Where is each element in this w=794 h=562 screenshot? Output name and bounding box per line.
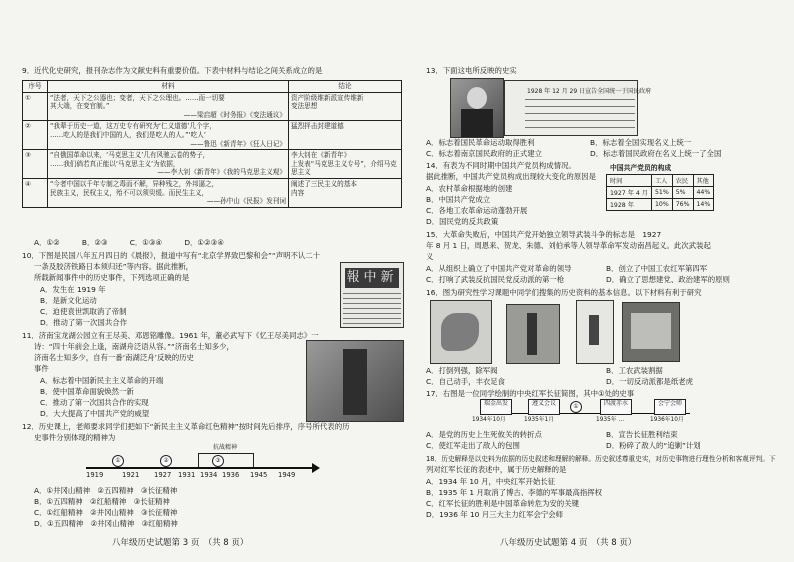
q9-row-conclusion	[289, 92, 402, 121]
q9-row-conclusion-line: 猛烈抨击封建道德	[291, 122, 344, 131]
table-row	[607, 199, 714, 211]
q9-row-material	[48, 150, 289, 179]
timeline-label: 抗战精神	[212, 444, 237, 451]
q9-row-material-line: ……吃人的是我们中国的人，我们是吃人的人。”‘吃人’	[50, 130, 206, 139]
q9-row-conclusion-line: 变法思想	[291, 102, 318, 111]
q9-table	[22, 80, 402, 208]
stat-table	[606, 174, 714, 211]
q12-option: C．①红船精神 ②井冈山精神 ③长征精神	[34, 508, 178, 517]
q9-row-material	[48, 121, 289, 150]
q14-option: B．中国共产党成立	[426, 195, 491, 204]
route-date: 1936年10月	[650, 417, 684, 423]
newspaper-image	[340, 262, 404, 328]
q14-option: C．各地工农革命运动蓬勃开展	[426, 206, 528, 215]
q9-row-material-line: “法者，天下之公器也；变者，天下之公理也。……而一切要	[50, 93, 225, 102]
q10-stem-line: 10．下图是民国八年五月四日的《晨报》，报道中写有“北京学界致巴黎和会”“声明不认二十	[22, 251, 321, 260]
stat-cell: 10%	[651, 199, 672, 211]
q18-option: B．1935 年 1 月取消了博古、李德的军事最高指挥权	[426, 488, 603, 497]
document-image	[506, 304, 560, 364]
timeline-year: 1945	[250, 471, 268, 479]
q9-row-material-line: “自俄国革命以来，‘马克思主义’几有风驰云卷的势子，	[50, 151, 210, 160]
q10-option: B．是新文化运动	[40, 296, 97, 305]
q11-option: C．推动了第一次国共合作的实现	[40, 398, 149, 407]
q11-stem-line: 11．济南宝龙湖公园立有王尽美、邓恩铭雕像。1961 年，董必武写下《忆王尽美同志》一	[22, 331, 319, 340]
q9-row-material-line: “今者中国以千年专制之毒而不解，异种残之，外邦逼之，	[50, 179, 219, 188]
q12-stem-line: 12．历史课上，老师要求同学们把如下“新民主主义革命红色精神”按时间先后排序，序号所代表的历	[22, 422, 350, 431]
stat-cell: 1928 年	[607, 199, 652, 211]
timeline-year: 1934	[200, 471, 218, 479]
statue-photo	[306, 340, 404, 422]
q9-row-conclusion-line: 资产阶级维新派宣传维新	[291, 93, 364, 102]
q11-stem-line: 济南名士知多少，自有一番‘南湖泛舟’反映的历史	[34, 353, 194, 362]
route-date: 1935年1月	[524, 417, 555, 423]
table-row	[23, 178, 402, 207]
q11-stem-line: 诗：“四十年前会上逢，南湖舟泛语从容。”“济南名士知多少，	[34, 342, 234, 351]
timeline-marker: ③	[212, 455, 224, 467]
q15-option: A．从组织上确立了中国共产党对革命的领导	[426, 264, 572, 273]
q15-option: C．打响了武装反抗国民党反动派的第一枪	[426, 275, 565, 284]
q10-stem-line: 一条及胶济铁路日本须归还”等内容。据此推断，	[34, 262, 194, 271]
stat-cell: 76%	[672, 199, 693, 211]
q13-option: A．标志着国民革命运动取得胜利	[426, 138, 535, 147]
q9-row-no: ①	[23, 92, 48, 121]
q9-row-no: ③	[23, 150, 48, 179]
route-box: 四渡赤水	[600, 399, 632, 415]
stat-cell: 其他	[693, 175, 714, 187]
q16-option: B．工农武装割据	[606, 366, 663, 375]
q15-stem-line: 15．大革命失败后，中国共产党开始独立领导武装斗争的标志是 1927	[426, 230, 662, 239]
q15-stem-line: 年 8 月 1 日，周恩来、贺龙、朱德、刘伯承等人领导革命军发动南昌起义。此次武装起	[426, 241, 711, 250]
table-row	[607, 175, 714, 187]
q14-option: D．国民党的反共政策	[426, 217, 499, 226]
newspaper-masthead: 報中新	[345, 268, 399, 288]
q9-row-material-line: 其大端，在变官制。”	[50, 102, 110, 111]
q14-option: A．农村革命根据地的创建	[426, 184, 513, 193]
timeline-arrow-icon	[312, 463, 320, 473]
stat-cell: 51%	[651, 187, 672, 199]
timeline-year: 1921	[122, 471, 140, 479]
poster-image	[622, 302, 680, 362]
q9-row-conclusion-line: 内容	[291, 188, 305, 197]
stat-cell: 14%	[693, 199, 714, 211]
q17-option: D．粉碎了敌人的“追剿”计划	[606, 441, 701, 450]
route-marker: ①	[570, 401, 582, 413]
q16-option: A．打倒列强，除军阀	[426, 366, 498, 375]
timeline-year: 1927	[154, 471, 172, 479]
timeline-axis	[86, 467, 314, 469]
q9-row-material	[48, 178, 289, 207]
q18-stem-line: 列对红军长征的表述中，属于历史解释的是	[426, 465, 567, 474]
q18-option: A．1934 年 10 月，中央红军开始长征	[426, 477, 556, 486]
q9-row-material-line: “我辈于历史一道，这万史专有研究为‘仁义道德’几个字，	[50, 122, 216, 131]
q13-option: C．标志着南京国民政府的正式建立	[426, 149, 543, 158]
q15-stem-line: 义	[426, 252, 434, 261]
q11-stem-line: 事件	[34, 364, 49, 373]
q10-option: D．推动了第一次国共合作	[40, 318, 127, 327]
table-row	[607, 187, 714, 199]
q9-row-conclusion	[289, 150, 402, 179]
route-date: 1935年 …	[596, 417, 625, 423]
q13-stem: 13．下面这电所反映的史实	[426, 66, 517, 75]
q11-option: A．标志着中国新民主主义革命的开端	[40, 376, 164, 385]
q9-header-row	[23, 81, 402, 93]
q9-row-conclusion	[289, 178, 402, 207]
table-row	[23, 121, 402, 150]
q12-option: A．①井冈山精神 ②五四精神 ③长征精神	[34, 486, 178, 495]
page-footer: 八年级历史试题第 3 页 （共 8 页）	[112, 538, 249, 548]
telegram-text: 1928 年 12 月 29 日宣告全国统一于国民政府	[527, 88, 652, 95]
q13-option: B．标志着全国实现名义上统一	[590, 138, 692, 147]
timeline-marker: ①	[112, 455, 124, 467]
stat-cell: 1927 年 4 月	[607, 187, 652, 199]
q9-row-material	[48, 92, 289, 121]
portrait-photo	[450, 78, 504, 138]
right-page	[410, 0, 794, 562]
q18-option: C．红军长征的胜利是中国革命转危为安的关键	[426, 499, 579, 508]
route-date: 1934年10月	[472, 417, 506, 423]
q17-stem: 17．右图是一位同学绘制的中央红军长征简图，其中①处的史事	[426, 389, 635, 398]
table-row	[23, 92, 402, 121]
route-box: 瑞金出发	[480, 399, 512, 415]
book-image	[576, 300, 614, 364]
q17-option: B．宣告长征胜利结束	[606, 430, 678, 439]
q13-option: D．标志着国民政府在名义上统一了全国	[590, 149, 722, 158]
q9-row-source: ——鲁迅《新青年》《狂人日记》	[190, 139, 286, 148]
stat-table-title: 中国共产党员的构成	[610, 164, 672, 172]
q9-row-source: ——李大钊《新青年》《我的马克思主义观》	[157, 168, 286, 177]
page-footer: 八年级历史试题第 4 页 （共 8 页）	[500, 538, 637, 548]
q9-row-no: ④	[23, 178, 48, 207]
timeline-year: 1931	[178, 471, 196, 479]
q9-row-source: ——孙中山《民报》发刊词	[206, 197, 286, 206]
q17-option: A．是党的历史上生死攸关的转折点	[426, 430, 542, 439]
q9-row-conclusion	[289, 121, 402, 150]
q11-option: B．使中国革命面貌焕然一新	[40, 387, 134, 396]
map-image	[430, 300, 492, 364]
timeline-year: 1936	[222, 471, 240, 479]
route-box: 遵义会议	[528, 399, 560, 415]
q9-row-material-line: 民族主义，民权主义，殆不可以须臾缓。而民生主义，	[50, 188, 209, 197]
q9-row-source: ——梁启超《时务报》《变法通议》	[183, 110, 286, 119]
q10-stem-line: 所载新闻事件中的历史事件，下列选项正确的是	[34, 273, 190, 282]
timeline-year: 1949	[278, 471, 296, 479]
stat-cell: 时间	[607, 175, 652, 187]
q9-row-material-line: ……我们倘若真正能以‘马克思主义’为依据，	[50, 159, 180, 168]
q9-row-conclusion-line: 上发表“马克思主义专号”，介绍马克思主义	[291, 159, 397, 177]
stat-cell: 工人	[651, 175, 672, 187]
route-box: 会宁会师	[654, 399, 686, 415]
q18-option: D．1936 年 10 月三大主力红军会宁会师	[426, 510, 564, 519]
stat-cell: 5%	[672, 187, 693, 199]
q16-stem: 16．图为研究性学习课题中同学们搜集的历史资料的基本信息。以下材料有利于研究	[426, 288, 702, 297]
table-row	[23, 150, 402, 179]
q14-stem-line: 据此推断，中国共产党员构成出现较大变化的原因是	[426, 172, 596, 181]
q12-option: D．①五四精神 ②井冈山精神 ③红船精神	[34, 519, 178, 528]
q9-row-conclusion-line: 阐述了三民主义的基本	[291, 179, 357, 188]
q18-stem-line: 18．历史解释是以史料为依据的历史叙述和理解的解释。历史叙述尊重史实，对历史事物进行理性分析和客观评判。下	[426, 455, 776, 463]
q9-header-conclusion: 结论	[289, 81, 402, 93]
q9-stem: 9．近代化史研究，报刊杂志作为文献史料有重要价值。下表中材料与结论之间关系成立的是	[22, 66, 323, 75]
q9-options: A．①② B．②③ C．①③④ D．①②③④	[34, 238, 224, 247]
q10-option: C．迫使袁世凯取消了帝制	[40, 307, 127, 316]
timeline-bracket	[198, 453, 254, 468]
q11-option: D．大大提高了中国共产党的威望	[40, 409, 150, 418]
q9-row-conclusion-line: 李大钊在《新青年》	[291, 151, 351, 160]
telegram-image	[504, 80, 652, 136]
timeline-marker: ②	[160, 455, 172, 467]
q17-option: C．使红军走出了敌人的包围	[426, 441, 520, 450]
q15-option: D．确立了思想建党、政治建军的原则	[606, 275, 730, 284]
q14-stem-line: 14．有表为不同时期中国共产党员构成情况。	[426, 161, 576, 170]
timeline-year: 1919	[86, 471, 104, 479]
q9-header-material: 材料	[48, 81, 289, 93]
stat-cell: 农民	[672, 175, 693, 187]
q10-option: A．发生在 1919 年	[40, 285, 106, 294]
q16-option: C．自己动手，丰衣足食	[426, 377, 506, 386]
q12-stem-line: 史事件分别体现的精神为	[34, 433, 116, 442]
stat-cell: 44%	[693, 187, 714, 199]
q9-row-no: ②	[23, 121, 48, 150]
q16-option: D．一切反动派都是纸老虎	[606, 377, 693, 386]
q9-header-no: 序号	[23, 81, 48, 93]
q15-option: B．创立了中国工农红军第四军	[606, 264, 708, 273]
q12-option: B．①五四精神 ②红船精神 ③长征精神	[34, 497, 170, 506]
